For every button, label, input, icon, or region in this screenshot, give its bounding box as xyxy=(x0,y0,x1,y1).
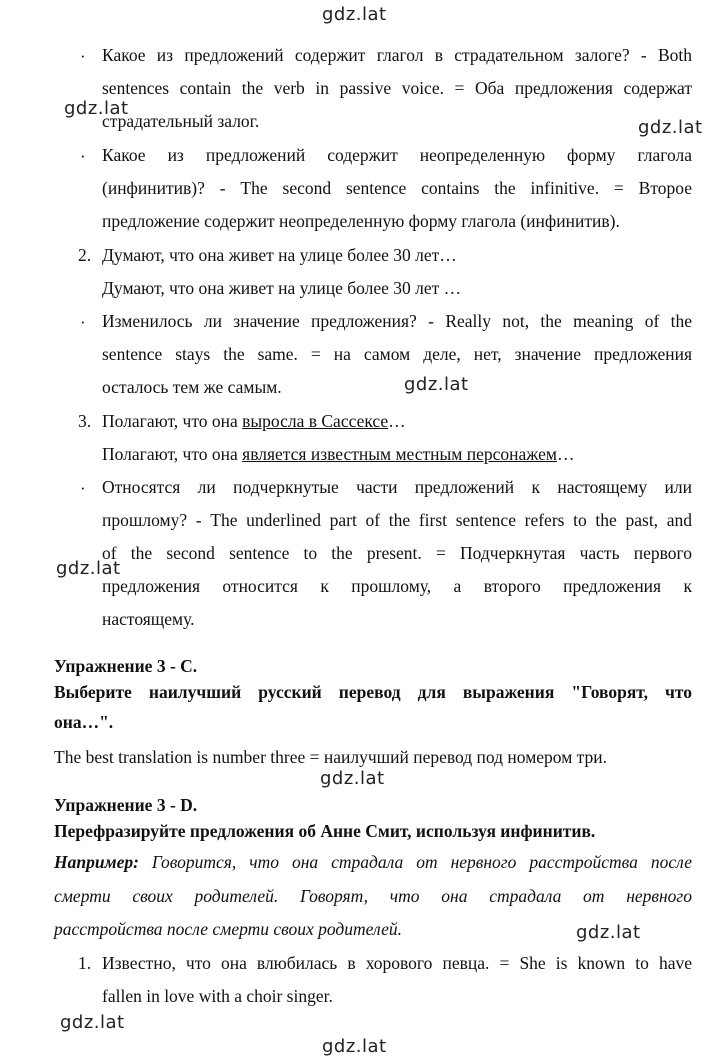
item-3-line-2 xyxy=(102,443,574,465)
item-3-line-1-text: Полагают, что она xyxy=(102,411,243,431)
ellipsis: … xyxy=(556,444,575,464)
exercise-3d-item-1-line-2: fallen in love with a choir singer. xyxy=(102,986,333,1006)
watermark: gdz.lat xyxy=(320,768,385,789)
bullet-1-line-2: sentences contain the verb in passive voice. = Оба предложения содержат xyxy=(102,78,692,98)
bullet-4-line-2: прошлому? - The underlined part of the first sentence refers to the past, and xyxy=(102,510,692,530)
bullet-marker: · xyxy=(80,479,86,498)
item-2-line-1: Думают, что она живет на улице более 30 лет… xyxy=(102,245,457,265)
bullet-2-line-2: (инфинитив)? - The second sentence contains the infinitive. = Второе xyxy=(102,178,692,198)
item-number: 2. xyxy=(78,245,92,265)
item-number: 1. xyxy=(78,953,92,973)
example-label: Например: xyxy=(54,852,139,872)
exercise-3c-answer: The best translation is number three = наилучший перевод под номером три. xyxy=(54,747,608,767)
underlined-phrase: выросла в Сассексе xyxy=(242,411,389,431)
watermark: gdz.lat xyxy=(60,1012,125,1033)
example-text: Говорится, что она страдала от нервного расстройства после xyxy=(138,852,692,872)
watermark: gdz.lat xyxy=(64,98,129,119)
watermark: gdz.lat xyxy=(322,4,387,25)
bullet-4-line-5: настоящему. xyxy=(102,609,195,629)
example-line-3: расстройства после смерти своих родителей. xyxy=(54,919,402,939)
item-3-line-1 xyxy=(102,410,406,432)
watermark: gdz.lat xyxy=(56,558,121,579)
bullet-2-line-3: предложение содержит неопределенную форму глагола (инфинитив). xyxy=(102,211,620,231)
bullet-marker: · xyxy=(80,47,86,66)
exercise-3d-item-1-line-1: Известно, что она влюбилась в хорового певца. = She is known to have xyxy=(102,953,692,973)
item-3-line-2-text: Полагают, что она xyxy=(102,444,243,464)
bullet-2-line-1: Какое из предложений содержит неопределенную форму глагола xyxy=(102,145,692,165)
watermark: gdz.lat xyxy=(638,117,703,138)
exercise-3c-task-line-2: она…". xyxy=(54,712,114,732)
underlined-phrase: является известным местным персонажем xyxy=(242,444,557,464)
bullet-4-line-1: Относятся ли подчеркнутые части предложений к настоящему или xyxy=(102,477,692,497)
exercise-3c-title: Упражнение 3 - С. xyxy=(54,656,198,676)
bullet-1-line-1: Какое из предложений содержит глагол в страдательном залоге? - Both xyxy=(102,45,692,65)
bullet-1-line-3: страдательный залог. xyxy=(102,111,260,131)
ellipsis: … xyxy=(388,411,406,431)
item-2-line-2: Думают, что она живет на улице более 30 лет … xyxy=(102,278,462,298)
example-line-1 xyxy=(54,851,692,873)
item-number: 3. xyxy=(78,411,92,431)
bullet-marker: · xyxy=(80,147,86,166)
exercise-3d-title: Упражнение 3 - D. xyxy=(54,795,198,815)
bullet-3-line-1: Изменилось ли значение предложения? - Really not, the meaning of the xyxy=(102,311,692,331)
example-line-2: смерти своих родителей. Говорят, что она страдала от нервного xyxy=(54,886,692,906)
watermark: gdz.lat xyxy=(404,374,469,395)
exercise-3d-task: Перефразируйте предложения об Анне Смит, используя инфинитив. xyxy=(54,821,596,841)
bullet-3-line-3: осталось тем же самым. xyxy=(102,377,282,397)
watermark: gdz.lat xyxy=(576,922,641,943)
watermark: gdz.lat xyxy=(322,1036,387,1057)
exercise-3c-task-line-1: Выберите наилучший русский перевод для выражения "Говорят, что xyxy=(54,682,692,702)
bullet-4-line-3: of the second sentence to the present. = Подчеркнутая часть первого xyxy=(102,543,692,563)
bullet-3-line-2: sentence stays the same. = на самом деле, нет, значение предложения xyxy=(102,344,692,364)
bullet-4-line-4: предложения относится к прошлому, а второго предложения к xyxy=(102,576,692,596)
bullet-marker: · xyxy=(80,313,86,332)
